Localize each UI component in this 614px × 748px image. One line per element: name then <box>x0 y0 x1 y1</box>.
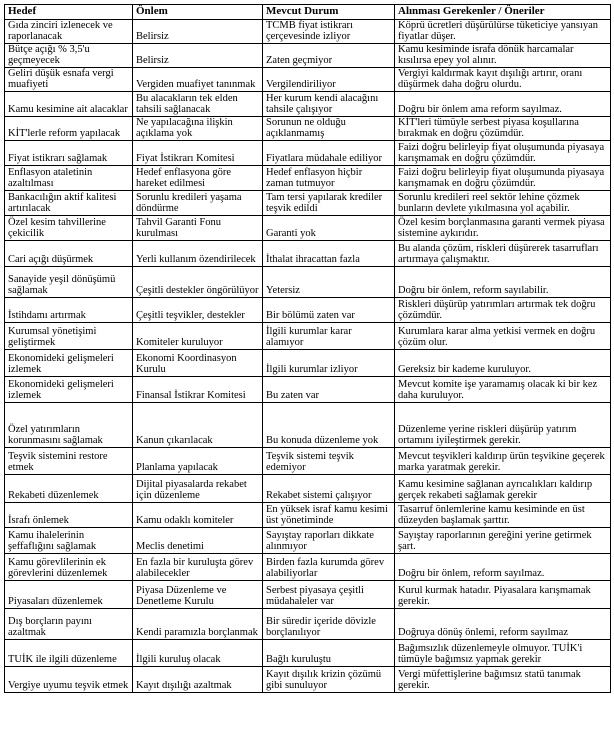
measure-cell: Sorunlu kredileri yaşama döndürme <box>133 190 263 215</box>
table-row <box>5 116 611 140</box>
goal-cell: İstihdamı artırmak <box>5 297 133 322</box>
goal-cell: Kamu ihalelerinin şeffaflığını sağlamak <box>5 527 133 553</box>
recommendation-cell: Vergi müfettişlerine bağımsız statü tanımak gerekir. <box>395 666 611 692</box>
measure-cell: Fiyat İstikrarı Komitesi <box>133 140 263 165</box>
measure-cell: Meclis denetimi <box>133 527 263 553</box>
goal-cell: Özel kesim tahvillerine çekicilik <box>5 215 133 240</box>
table-row <box>5 666 611 692</box>
recommendation-cell: Köprü ücretleri düşürülürse tüketiciye yansıyan fiyatlar düşer. <box>395 20 611 44</box>
goal-cell: Bankacılığın aktif kalitesi artırılacak <box>5 190 133 215</box>
table-row <box>5 215 611 240</box>
recommendation-cell: Düzenleme yerine riskleri düşürüp yatırım ortamını iyileştirmek gerekir. <box>395 402 611 447</box>
measure-cell: Çeşitli destekler öngörülüyor <box>133 266 263 297</box>
measure-cell: Dijital piyasalarda rekabet için düzenleme <box>133 474 263 502</box>
recommendation-cell: Doğruya dönüş önlemi, reform sayılmaz <box>395 608 611 639</box>
recommendation-cell: Mevcut teşvikleri kaldırıp ürün teşvikine geçerek marka yaratmak gerekir. <box>395 447 611 474</box>
current-status-cell: Zaten geçmiyor <box>263 43 395 67</box>
recommendation-cell: Doğru bir önlem, reform sayılmaz. <box>395 553 611 580</box>
table-row <box>5 349 611 376</box>
goal-cell: Gıda zinciri izlenecek ve raporlanacak <box>5 20 133 44</box>
recommendation-cell: Tasarruf önlemlerine kamu kesiminde en üst düzeyden başlamak şarttır. <box>395 502 611 527</box>
current-status-cell: Tam tersi yapılarak krediler teşvik edildi <box>263 190 395 215</box>
recommendation-cell: Kamu kesiminde israfa dönük harcamalar kısılırsa epey yol alınır. <box>395 43 611 67</box>
goal-cell: Cari açığı düşürmek <box>5 240 133 266</box>
current-status-cell: Hedef enflasyon hiçbir zaman tutmuyor <box>263 165 395 190</box>
table-row <box>5 297 611 322</box>
measure-cell: Tahvil Garanti Fonu kurulması <box>133 215 263 240</box>
goal-cell: Geliri düşük esnafa vergi muafiyeti <box>5 67 133 91</box>
recommendation-cell: Sayıştay raporlarının gereğini yerine getirmek şart. <box>395 527 611 553</box>
header-row <box>5 5 611 20</box>
goal-cell: Vergiye uyumu teşvik etmek <box>5 666 133 692</box>
current-status-cell: Yetersiz <box>263 266 395 297</box>
table-row <box>5 240 611 266</box>
header-goal: Hedef <box>5 5 133 20</box>
recommendation-cell: KİT'leri tümüyle serbest piyasa koşullarına bırakmak en doğru çözümdür. <box>395 116 611 140</box>
goal-cell: Kurumsal yönetişimi geliştirmek <box>5 322 133 349</box>
current-status-cell: Garanti yok <box>263 215 395 240</box>
table-row <box>5 190 611 215</box>
table-row <box>5 266 611 297</box>
recommendation-cell: Riskleri düşürüp yatırımları artırmak tek doğru çözümdür. <box>395 297 611 322</box>
current-status-cell: Rekabet sistemi çalışıyor <box>263 474 395 502</box>
table-row <box>5 502 611 527</box>
goal-cell: Sanayide yeşil dönüşümü sağlamak <box>5 266 133 297</box>
recommendation-cell: Özel kesim borçlanmasına garanti vermek piyasa sistemine aykırıdır. <box>395 215 611 240</box>
current-status-cell: TCMB fiyat istikrarı çerçevesinde izliyor <box>263 20 395 44</box>
recommendation-cell: Sorunlu kredileri reel sektör lehine çözmek bunların devlete yıkılmasına yol açabilir. <box>395 190 611 215</box>
measure-cell: Kendi paramızla borçlanmak <box>133 608 263 639</box>
current-status-cell: İlgili kurumlar izliyor <box>263 349 395 376</box>
goal-cell: Rekabeti düzenlemek <box>5 474 133 502</box>
measure-cell: Piyasa Düzenleme ve Denetleme Kurulu <box>133 580 263 608</box>
table-row <box>5 553 611 580</box>
goal-cell: Dış borçların payını azaltmak <box>5 608 133 639</box>
goal-cell: TUİK ile ilgili düzenleme <box>5 639 133 666</box>
measure-cell: Ne yapılacağına ilişkin açıklama yok <box>133 116 263 140</box>
recommendation-cell: Kamu kesimine sağlanan ayrıcalıkları kaldırıp gerçek rekabeti sağlamak gerekir <box>395 474 611 502</box>
measure-cell: Vergiden muafiyet tanınmak <box>133 67 263 91</box>
goal-cell: Kamu kesimine ait alacaklar <box>5 91 133 116</box>
goal-cell: Teşvik sistemini restore etmek <box>5 447 133 474</box>
table-row <box>5 608 611 639</box>
measure-cell: Hedef enflasyona göre hareket edilmesi <box>133 165 263 190</box>
current-status-cell: Birden fazla kurumda görev alabiliyorlar <box>263 553 395 580</box>
goal-cell: Ekonomideki gelişmeleri izlemek <box>5 376 133 402</box>
recommendation-cell: Kurumlara karar alma yetkisi vermek en doğru çözüm olur. <box>395 322 611 349</box>
current-status-cell: Bir bölümü zaten var <box>263 297 395 322</box>
table-row <box>5 527 611 553</box>
header-measure: Önlem <box>133 5 263 20</box>
table-row <box>5 376 611 402</box>
table-row <box>5 91 611 116</box>
measure-cell: Kamu odaklı komiteler <box>133 502 263 527</box>
recommendation-cell: Faizi doğru belirleyip fiyat oluşumunda piyasaya karışmamak en doğru çözümdür. <box>395 140 611 165</box>
current-status-cell: Serbest piyasaya çeşitli müdahaleler var <box>263 580 395 608</box>
current-status-cell: Bu zaten var <box>263 376 395 402</box>
goal-cell: Fiyat istikrarı sağlamak <box>5 140 133 165</box>
measure-cell: Ekonomi Koordinasyon Kurulu <box>133 349 263 376</box>
current-status-cell: Sorunun ne olduğu açıklanmamış <box>263 116 395 140</box>
goal-cell: Enflasyon ataletinin azaltılması <box>5 165 133 190</box>
current-status-cell: İthalat ihracattan fazla <box>263 240 395 266</box>
current-status-cell: Bağlı kuruluştu <box>263 639 395 666</box>
table-row <box>5 165 611 190</box>
recommendation-cell: Bu alanda çözüm, riskleri düşürerek tasarrufları artırmaya çalışmaktır. <box>395 240 611 266</box>
header-current-status: Mevcut Durum <box>263 5 395 20</box>
goal-cell: İsrafı önlemek <box>5 502 133 527</box>
table-row <box>5 639 611 666</box>
measure-cell: İlgili kuruluş olacak <box>133 639 263 666</box>
measure-cell: Çeşitli teşvikler, destekler <box>133 297 263 322</box>
recommendation-cell: Bağımsızlık düzenlemeyle olmuyor. TUİK'i tümüyle bağımsız yapmak gerekir <box>395 639 611 666</box>
measure-cell: Komiteler kuruluyor <box>133 322 263 349</box>
current-status-cell: İlgili kurumlar karar alamıyor <box>263 322 395 349</box>
table-row <box>5 447 611 474</box>
goal-cell: Kamu görevlilerinin ek görevlerini düzenlemek <box>5 553 133 580</box>
goal-cell: Piyasaları düzenlemek <box>5 580 133 608</box>
current-status-cell: Bir süredir içeride dövizle borçlanılıyor <box>263 608 395 639</box>
current-status-cell: Teşvik sistemi teşvik edemiyor <box>263 447 395 474</box>
measures-table <box>4 4 611 693</box>
measure-cell: Kayıt dışılığı azaltmak <box>133 666 263 692</box>
goal-cell: Bütçe açığı % 3,5'u geçmeyecek <box>5 43 133 67</box>
table-row <box>5 140 611 165</box>
measure-cell: Bu alacakların tek elden tahsili sağlanacak <box>133 91 263 116</box>
table-row <box>5 20 611 44</box>
current-status-cell: Her kurum kendi alacağını tahsile çalışıyor <box>263 91 395 116</box>
measure-cell: Belirsiz <box>133 20 263 44</box>
table-row <box>5 322 611 349</box>
measure-cell: Planlama yapılacak <box>133 447 263 474</box>
current-status-cell: Vergilendiriliyor <box>263 67 395 91</box>
recommendation-cell: Gereksiz bir kademe kuruluyor. <box>395 349 611 376</box>
recommendation-cell: Faizi doğru belirleyip fiyat oluşumunda piyasaya karışmamak en doğru çözümdür. <box>395 165 611 190</box>
measure-cell: Kanun çıkarılacak <box>133 402 263 447</box>
current-status-cell: Kayıt dışılık krizin çözümü gibi sunuluyor <box>263 666 395 692</box>
header-recommendations: Alınması Gerekenler / Öneriler <box>395 5 611 20</box>
measure-cell: En fazla bir kuruluşta görev alabilecekler <box>133 553 263 580</box>
current-status-cell: Bu konuda düzenleme yok <box>263 402 395 447</box>
goal-cell: Özel yatırımların korunmasını sağlamak <box>5 402 133 447</box>
table-row <box>5 402 611 447</box>
measure-cell: Finansal İstikrar Komitesi <box>133 376 263 402</box>
measure-cell: Belirsiz <box>133 43 263 67</box>
recommendation-cell: Vergiyi kaldırmak kayıt dışılığı artırır, oranı düşürmek daha doğru olurdu. <box>395 67 611 91</box>
goal-cell: Ekonomideki gelişmeleri izlemek <box>5 349 133 376</box>
current-status-cell: Sayıştay raporları dikkate alınmıyor <box>263 527 395 553</box>
goal-cell: KİT'lerle reform yapılacak <box>5 116 133 140</box>
current-status-cell: Fiyatlara müdahale ediliyor <box>263 140 395 165</box>
recommendation-cell: Mevcut komite işe yaramamış olacak ki bir kez daha kuruluyor. <box>395 376 611 402</box>
recommendation-cell: Kurul kurmak hatadır. Piyasalara karışmamak gerekir. <box>395 580 611 608</box>
table-row <box>5 474 611 502</box>
table-row <box>5 67 611 91</box>
measure-cell: Yerli kullanım özendirilecek <box>133 240 263 266</box>
table-row <box>5 43 611 67</box>
recommendation-cell: Doğru bir önlem ama reform sayılmaz. <box>395 91 611 116</box>
current-status-cell: En yüksek israf kamu kesimi üst yönetiminde <box>263 502 395 527</box>
recommendation-cell: Doğru bir önlem, reform sayılabilir. <box>395 266 611 297</box>
table-row <box>5 580 611 608</box>
